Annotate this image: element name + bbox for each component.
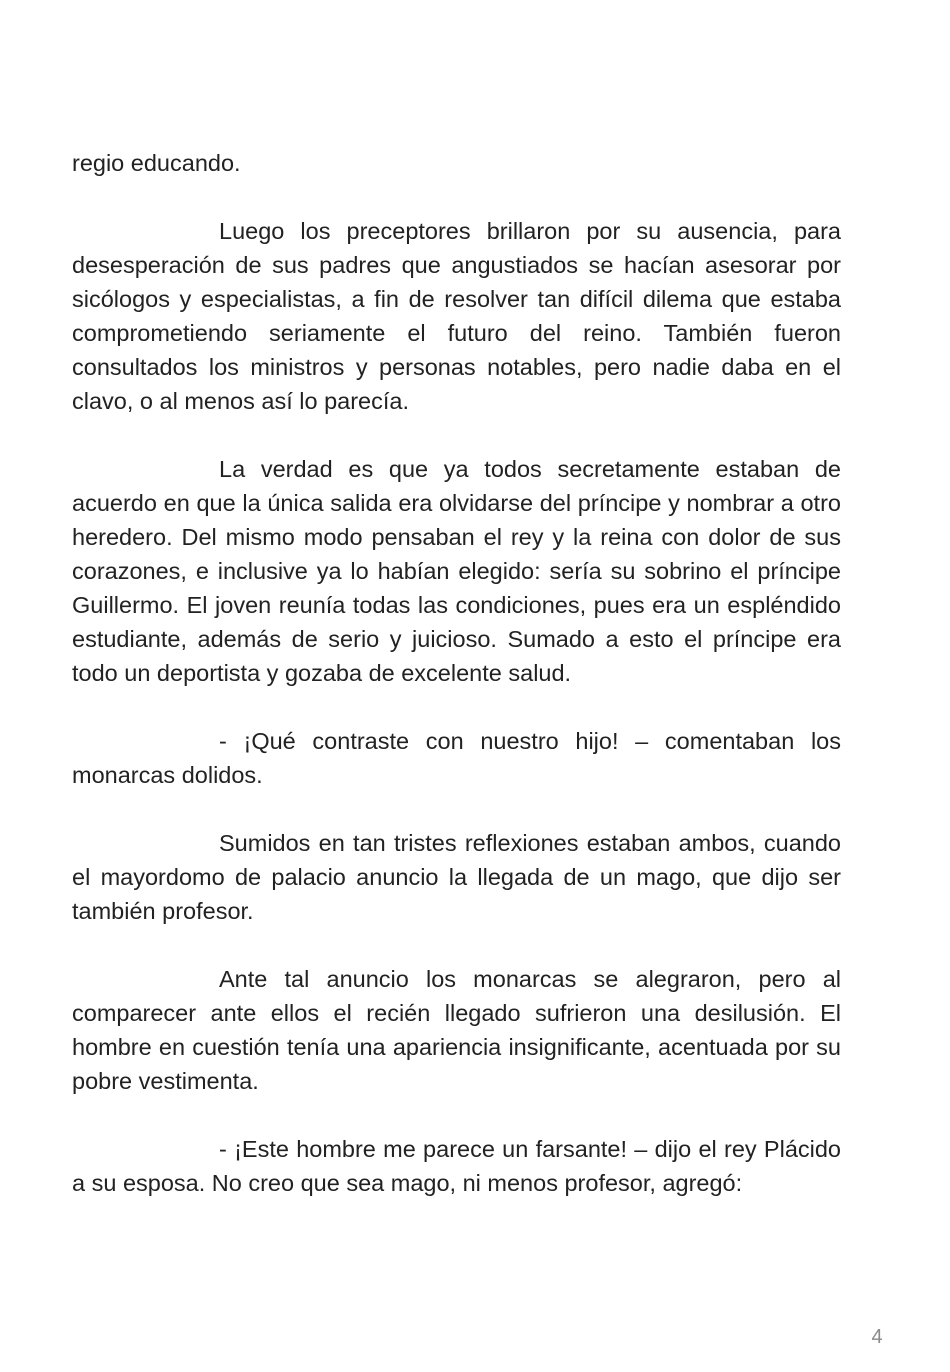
document-body bbox=[72, 146, 841, 1234]
paragraph-7: - ¡Este hombre me parece un farsante! – dijo el rey Plácido a su esposa. No creo que sea mago, ni menos profesor, agregó: bbox=[72, 1136, 841, 1196]
paragraph-2: Luego los preceptores brillaron por su ausencia, para desesperación de sus padres que angustiados se hacían asesorar por sicólogos y especialistas, a fin de resolver tan difícil dilema que estaba comprometiendo seriamente el futuro del reino. También fueron consultados los ministros y personas notables, pero nadie daba en el clavo, o al menos así lo parecía. bbox=[72, 218, 841, 414]
paragraph-5: Sumidos en tan tristes reflexiones estaban ambos, cuando el mayordomo de palacio anuncio la llegada de un mago, que dijo ser también profesor. bbox=[72, 830, 841, 924]
paragraph-6: Ante tal anuncio los monarcas se alegraron, pero al comparecer ante ellos el recién llegado sufrieron una desilusión. El hombre en cuestión tenía una apariencia insignificante, acentuada por su pobre vestimenta. bbox=[72, 966, 841, 1094]
paragraph-3: La verdad es que ya todos secretamente estaban de acuerdo en que la única salida era olvidarse del príncipe y nombrar a otro heredero. Del mismo modo pensaban el rey y la reina con dolor de sus corazones, e inclusive ya lo habían elegido: sería su sobrino el príncipe Guillermo. El joven reunía todas las condiciones, pues era un espléndido estudiante, además de serio y juicioso. Sumado a esto el príncipe era todo un deportista y gozaba de excelente salud. bbox=[72, 456, 841, 686]
page-number: 4 bbox=[871, 1326, 883, 1348]
paragraph-1: regio educando. bbox=[72, 150, 241, 176]
paragraph-4: - ¡Qué contraste con nuestro hijo! – comentaban los monarcas dolidos. bbox=[72, 728, 841, 788]
